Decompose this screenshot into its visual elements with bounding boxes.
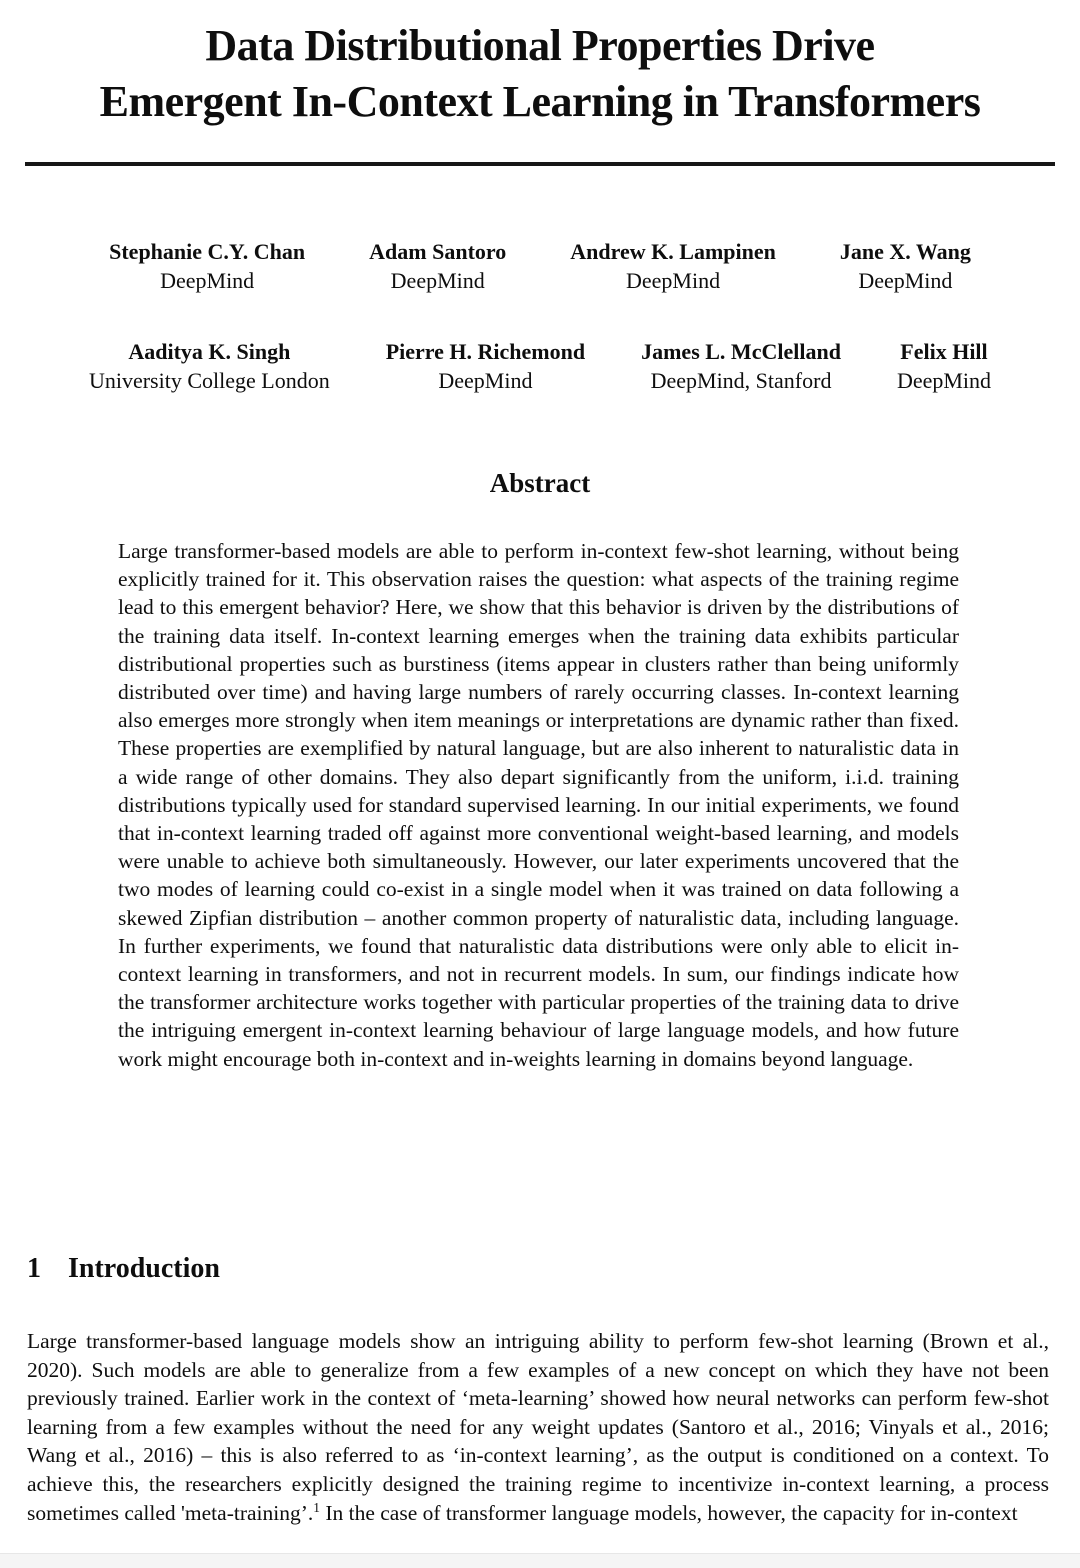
- title-divider-rule: [25, 162, 1055, 166]
- author-name: Stephanie C.Y. Chan: [109, 239, 306, 264]
- introduction-text-after-footnote: In the case of transformer language models, however, the capacity for in-context: [319, 1500, 1018, 1525]
- section-number: 1: [27, 1253, 41, 1284]
- abstract-heading: Abstract: [489, 468, 591, 498]
- author-block: [89, 337, 330, 396]
- author-affiliation: DeepMind: [626, 268, 721, 293]
- introduction-paragraph: [27, 1327, 1049, 1527]
- author-affiliation: DeepMind, Stanford: [650, 368, 832, 393]
- author-affiliation: DeepMind: [896, 368, 992, 393]
- authors-row-1: [0, 237, 1080, 296]
- author-affiliation: DeepMind: [160, 268, 255, 293]
- author-block: [897, 337, 991, 396]
- authors-row-2: [0, 337, 1080, 396]
- author-affiliation: University College London: [88, 368, 330, 393]
- author-block: [386, 337, 585, 396]
- paper-title: [0, 18, 1080, 130]
- author-block: [840, 237, 971, 296]
- author-name: Andrew K. Lampinen: [570, 239, 776, 264]
- author-name: James L. McClelland: [641, 339, 841, 364]
- footnote-marker: 1: [313, 1499, 320, 1515]
- abstract-text: Large transformer-based models are able to perform in-context few-shot learning, without being explicitly trained for it. This observation raises the question: what aspects of the training regime lead to this emergent behavior? Here, we show that this behavior is driven by the distributions of the training data itself. In-context learning emerges when the training data exhibits particular distributional properties such as burstiness (items appear in clusters rather than being uniformly distributed over time) and having large numbers of rarely occurring classes. In-context learning also emerges more strongly when item meanings or interpretations are dynamic rather than fixed. These properties are exemplified by natural language, but are also inherent to naturalistic data in a wide range of other domains. They also depart significantly from the uniform, i.i.d. training distributions typically used for standard supervised learning. In our initial experiments, we found that in-context learning traded off against more conventional weight-based learning, and models were unable to achieve both simultaneously. However, our later experiments uncovered that the two modes of learning could co-exist in a single model when it was trained on data following a skewed Zipfian distribution – another common property of naturalistic data, including language. In further experiments, we found that naturalistic data distributions were only able to elicit in-context learning in transformers, and not in recurrent models. In sum, our findings indicate how the transformer architecture works together with particular properties of the training data to drive the intriguing emergent in-context learning behaviour of large language models, and how future work might encourage both in-context and in-weights learning in domains beyond language.: [118, 539, 959, 1071]
- author-block: [109, 237, 305, 296]
- author-block: [369, 237, 506, 296]
- author-name: Aaditya K. Singh: [128, 339, 291, 364]
- author-affiliation: DeepMind: [390, 268, 485, 293]
- author-block: [641, 337, 841, 396]
- author-name: Felix Hill: [900, 339, 988, 364]
- author-name: Jane X. Wang: [839, 239, 971, 264]
- author-affiliation: DeepMind: [858, 268, 953, 293]
- author-name: Pierre H. Richemond: [385, 339, 586, 364]
- section-title: Introduction: [68, 1253, 220, 1284]
- paper-title-line-1: Data Distributional Properties Drive: [205, 21, 875, 70]
- author-affiliation: DeepMind: [438, 368, 533, 393]
- section-1-heading: [27, 1253, 220, 1285]
- author-block: [570, 237, 776, 296]
- introduction-text-before-footnote: Large transformer-based language models show an intriguing ability to perform few-shot learning (Brown et al., 2020). Such models are able to generalize from a few examples of a new concept on which they have not been previously trained. Earlier work in the context of ‘meta-learning’ showed how neural networks can perform few-shot learning from a few examples without the need for any weight updates (Santoro et al., 2016; Vinyals et al., 2016; Wang et al., 2016) – this is also referred to as ‘in-context learning’, as the output is conditioned on a context. To achieve this, the researchers explicitly designed the training regime to incentivize in-context learning, a process sometimes called 'meta-training’.: [27, 1329, 1049, 1525]
- paper-title-line-2: Emergent In-Context Learning in Transformers: [99, 77, 981, 126]
- page-bottom-edge: [0, 1553, 1080, 1568]
- author-name: Adam Santoro: [369, 239, 507, 264]
